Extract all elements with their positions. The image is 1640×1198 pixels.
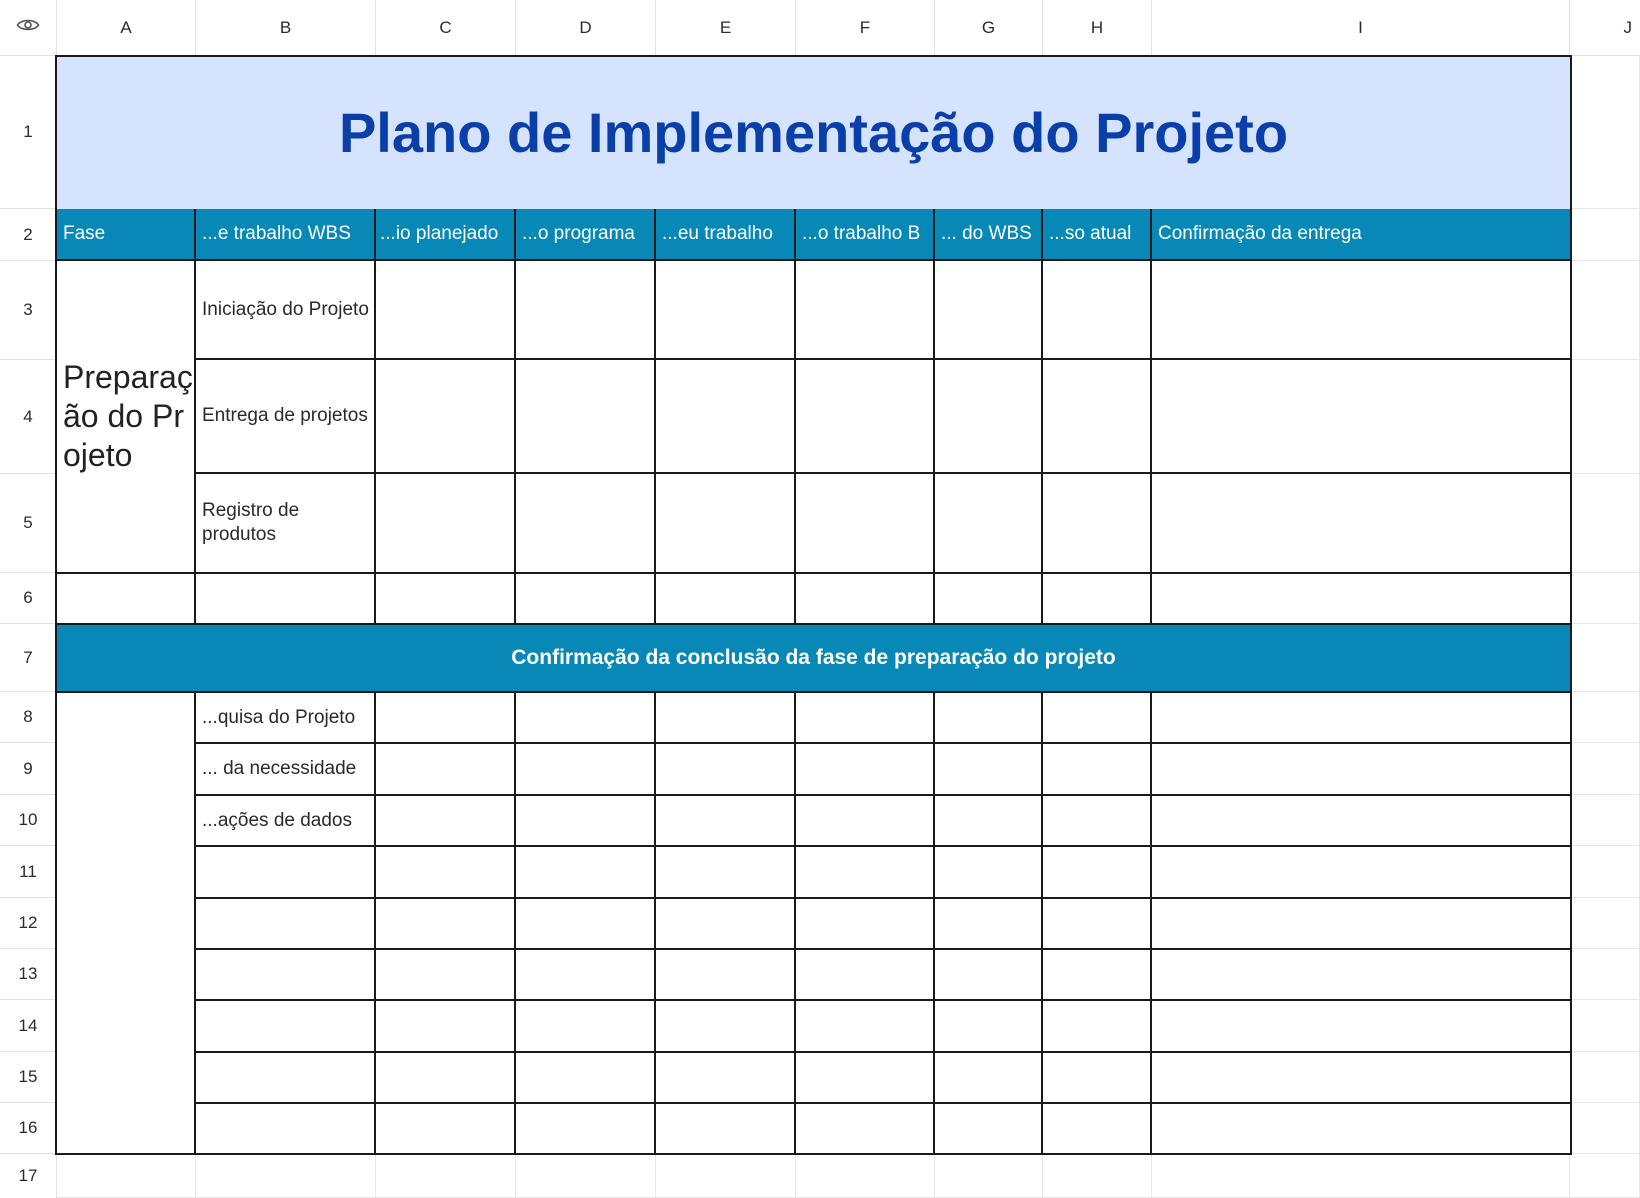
cell-c17[interactable]: [376, 1154, 516, 1198]
cell-i5[interactable]: [1152, 474, 1572, 574]
cell-f13[interactable]: [796, 950, 935, 1001]
cell-c10[interactable]: [376, 796, 516, 847]
row-header-8[interactable]: 8: [0, 692, 57, 743]
column-header-a[interactable]: A: [57, 0, 196, 56]
cell-h4[interactable]: [1043, 360, 1152, 474]
eye-icon: [16, 17, 40, 38]
cell-j12[interactable]: [1570, 898, 1640, 949]
cell-b17[interactable]: [196, 1154, 376, 1198]
cell-c12[interactable]: [376, 899, 516, 950]
task-cell[interactable]: [196, 360, 376, 474]
row-header-17[interactable]: 17: [0, 1154, 57, 1198]
cell-d10[interactable]: [516, 796, 656, 847]
task-cell[interactable]: [196, 744, 376, 796]
title-cell[interactable]: [55, 55, 1572, 211]
cell-f15[interactable]: [796, 1053, 935, 1104]
column-header-g[interactable]: G: [935, 0, 1043, 56]
cell-h5[interactable]: [1043, 474, 1152, 574]
cell-e9[interactable]: [656, 744, 796, 796]
cell-g3[interactable]: [935, 261, 1043, 360]
cell-f6[interactable]: [796, 574, 935, 625]
cell-j2[interactable]: [1570, 209, 1640, 261]
cell-c3[interactable]: [376, 261, 516, 360]
cell-i9[interactable]: [1152, 744, 1572, 796]
cell-d11[interactable]: [516, 847, 656, 899]
cell-h17[interactable]: [1043, 1154, 1152, 1198]
cell-c5[interactable]: [376, 474, 516, 574]
cell-d17[interactable]: [516, 1154, 656, 1198]
sheet-title: Plano de Implementação do Projeto: [338, 101, 1289, 164]
cell-a6[interactable]: [57, 574, 196, 625]
cell-d5[interactable]: [516, 474, 656, 574]
cell-e3[interactable]: [656, 261, 796, 360]
cell-f17[interactable]: [796, 1154, 935, 1198]
cell-g12[interactable]: [935, 899, 1043, 950]
row-header-12[interactable]: 12: [0, 898, 57, 949]
header-current[interactable]: ...so atual: [1043, 209, 1152, 261]
cell-i13[interactable]: [1152, 950, 1572, 1001]
cell-g8[interactable]: [935, 693, 1043, 744]
column-header-c[interactable]: C: [376, 0, 516, 56]
cell-e8[interactable]: [656, 693, 796, 744]
cell-j15[interactable]: [1570, 1052, 1640, 1103]
cell-e5[interactable]: [656, 474, 796, 574]
cell-h3[interactable]: [1043, 261, 1152, 360]
row-header-15[interactable]: 15: [0, 1052, 57, 1103]
cell-g4[interactable]: [935, 360, 1043, 474]
task-label: Registro de produtos: [202, 500, 300, 545]
cell-f11[interactable]: [796, 847, 935, 899]
phase-label: Preparação do Projeto: [63, 358, 193, 474]
cell-b12[interactable]: [196, 899, 376, 950]
cell-h8[interactable]: [1043, 693, 1152, 744]
row-header-2[interactable]: 2: [0, 209, 57, 261]
cell-h10[interactable]: [1043, 796, 1152, 847]
cell-a17[interactable]: [57, 1154, 196, 1198]
cell-b14[interactable]: [196, 1001, 376, 1053]
row-header-6[interactable]: 6: [0, 573, 57, 624]
cell-g13[interactable]: [935, 950, 1043, 1001]
column-header-h[interactable]: H: [1043, 0, 1152, 56]
cell-j11[interactable]: [1570, 846, 1640, 898]
cell-e15[interactable]: [656, 1053, 796, 1104]
cell-i11[interactable]: [1152, 847, 1572, 899]
cell-g17[interactable]: [935, 1154, 1043, 1198]
cell-j13[interactable]: [1570, 949, 1640, 1000]
cell-c14[interactable]: [376, 1001, 516, 1053]
row-header-9[interactable]: 9: [0, 743, 57, 795]
cell-j14[interactable]: [1570, 1000, 1640, 1052]
header-delivery-confirmation[interactable]: Confirmação da entrega: [1152, 209, 1572, 261]
cell-b15[interactable]: [196, 1053, 376, 1104]
cell-j3[interactable]: [1570, 261, 1640, 360]
task-cell[interactable]: [196, 796, 376, 847]
cell-j8[interactable]: [1570, 692, 1640, 743]
task-label: ...ações de dados: [202, 809, 352, 831]
task-cell[interactable]: [196, 693, 376, 744]
cell-e16[interactable]: [656, 1104, 796, 1155]
cell-g16[interactable]: [935, 1104, 1043, 1155]
header-planned[interactable]: ...io planejado: [376, 209, 516, 261]
cell-j1[interactable]: [1570, 56, 1640, 209]
cell-j6[interactable]: [1570, 573, 1640, 624]
cell-g9[interactable]: [935, 744, 1043, 796]
cell-h14[interactable]: [1043, 1001, 1152, 1053]
cell-c6[interactable]: [376, 574, 516, 625]
phase-cell-preparation[interactable]: [57, 261, 196, 574]
cell-g14[interactable]: [935, 1001, 1043, 1053]
phase-completion-band[interactable]: [57, 625, 1572, 693]
cell-j17[interactable]: [1570, 1154, 1640, 1198]
cell-c8[interactable]: [376, 693, 516, 744]
row-header-4[interactable]: 4: [0, 360, 57, 474]
cell-e17[interactable]: [656, 1154, 796, 1198]
cell-i14[interactable]: [1152, 1001, 1572, 1053]
cell-g6[interactable]: [935, 574, 1043, 625]
column-header-e[interactable]: E: [656, 0, 796, 56]
cell-c16[interactable]: [376, 1104, 516, 1155]
row-header-13[interactable]: 13: [0, 949, 57, 1000]
cell-c9[interactable]: [376, 744, 516, 796]
column-header-i[interactable]: I: [1152, 0, 1570, 56]
cell-i10[interactable]: [1152, 796, 1572, 847]
cell-i15[interactable]: [1152, 1053, 1572, 1104]
phase-cell-2[interactable]: [57, 693, 196, 1155]
cell-h6[interactable]: [1043, 574, 1152, 625]
row-header-16[interactable]: 16: [0, 1103, 57, 1154]
cell-j10[interactable]: [1570, 795, 1640, 846]
column-header-j[interactable]: J: [1570, 0, 1640, 56]
cell-h11[interactable]: [1043, 847, 1152, 899]
cell-d12[interactable]: [516, 899, 656, 950]
row-header-11[interactable]: 11: [0, 846, 57, 898]
row-header-5[interactable]: 5: [0, 474, 57, 573]
cell-h9[interactable]: [1043, 744, 1152, 796]
cell-e14[interactable]: [656, 1001, 796, 1053]
cell-g5[interactable]: [935, 474, 1043, 574]
cell-e11[interactable]: [656, 847, 796, 899]
task-label: Entrega de projetos: [202, 405, 368, 427]
cell-f16[interactable]: [796, 1104, 935, 1155]
cell-f5[interactable]: [796, 474, 935, 574]
cell-f14[interactable]: [796, 1001, 935, 1053]
cell-d15[interactable]: [516, 1053, 656, 1104]
cell-j9[interactable]: [1570, 743, 1640, 795]
cell-d13[interactable]: [516, 950, 656, 1001]
cell-d16[interactable]: [516, 1104, 656, 1155]
header-of-wbs[interactable]: ... do WBS: [935, 209, 1043, 261]
cell-d14[interactable]: [516, 1001, 656, 1053]
cell-i17[interactable]: [1152, 1154, 1570, 1198]
cell-i16[interactable]: [1152, 1104, 1572, 1155]
cell-j7[interactable]: [1570, 624, 1640, 692]
cell-f3[interactable]: [796, 261, 935, 360]
cell-f8[interactable]: [796, 693, 935, 744]
cell-b13[interactable]: [196, 950, 376, 1001]
row-header-3[interactable]: 3: [0, 261, 57, 360]
column-header-b[interactable]: B: [196, 0, 376, 56]
cell-e6[interactable]: [656, 574, 796, 625]
cell-d9[interactable]: [516, 744, 656, 796]
visibility-toggle[interactable]: [0, 0, 57, 56]
column-header-f[interactable]: F: [796, 0, 935, 56]
row-header-14[interactable]: 14: [0, 1000, 57, 1052]
cell-i3[interactable]: [1152, 261, 1572, 360]
cell-h12[interactable]: [1043, 899, 1152, 950]
cell-d4[interactable]: [516, 360, 656, 474]
cell-e12[interactable]: [656, 899, 796, 950]
cell-b6[interactable]: [196, 574, 376, 625]
cell-i4[interactable]: [1152, 360, 1572, 474]
row-header-1[interactable]: 1: [0, 56, 57, 209]
header-fase[interactable]: Fase: [57, 209, 196, 261]
column-header-d[interactable]: D: [516, 0, 656, 56]
task-cell[interactable]: [196, 261, 376, 360]
cell-b11[interactable]: [196, 847, 376, 899]
cell-i12[interactable]: [1152, 899, 1572, 950]
header-wbs-work[interactable]: ...e trabalho WBS: [196, 209, 376, 261]
band-label: Confirmação da conclusão da fase de preparação do projeto: [511, 645, 1116, 669]
cell-j5[interactable]: [1570, 474, 1640, 573]
cell-f12[interactable]: [796, 899, 935, 950]
cell-c11[interactable]: [376, 847, 516, 899]
cell-e13[interactable]: [656, 950, 796, 1001]
cell-g15[interactable]: [935, 1053, 1043, 1104]
cell-h15[interactable]: [1043, 1053, 1152, 1104]
cell-g10[interactable]: [935, 796, 1043, 847]
cell-d6[interactable]: [516, 574, 656, 625]
cell-d3[interactable]: [516, 261, 656, 360]
cell-j4[interactable]: [1570, 360, 1640, 474]
task-label: Iniciação do Projeto: [202, 298, 369, 320]
header-work-b[interactable]: ...o trabalho B: [796, 209, 935, 261]
cell-f4[interactable]: [796, 360, 935, 474]
cell-c15[interactable]: [376, 1053, 516, 1104]
cell-f10[interactable]: [796, 796, 935, 847]
task-cell[interactable]: [196, 474, 376, 574]
cell-d8[interactable]: [516, 693, 656, 744]
cell-h16[interactable]: [1043, 1104, 1152, 1155]
cell-c13[interactable]: [376, 950, 516, 1001]
cell-c4[interactable]: [376, 360, 516, 474]
cell-i6[interactable]: [1152, 574, 1572, 625]
cell-j16[interactable]: [1570, 1103, 1640, 1154]
row-header-10[interactable]: 10: [0, 795, 57, 846]
cell-e4[interactable]: [656, 360, 796, 474]
header-your-work[interactable]: ...eu trabalho: [656, 209, 796, 261]
task-label: ... da necessidade: [202, 758, 357, 780]
cell-b16[interactable]: [196, 1104, 376, 1155]
row-header-7[interactable]: 7: [0, 624, 57, 692]
cell-h13[interactable]: [1043, 950, 1152, 1001]
header-program[interactable]: ...o programa: [516, 209, 656, 261]
cell-f9[interactable]: [796, 744, 935, 796]
cell-i8[interactable]: [1152, 693, 1572, 744]
task-label: ...quisa do Projeto: [202, 706, 356, 728]
cell-g11[interactable]: [935, 847, 1043, 899]
cell-e10[interactable]: [656, 796, 796, 847]
